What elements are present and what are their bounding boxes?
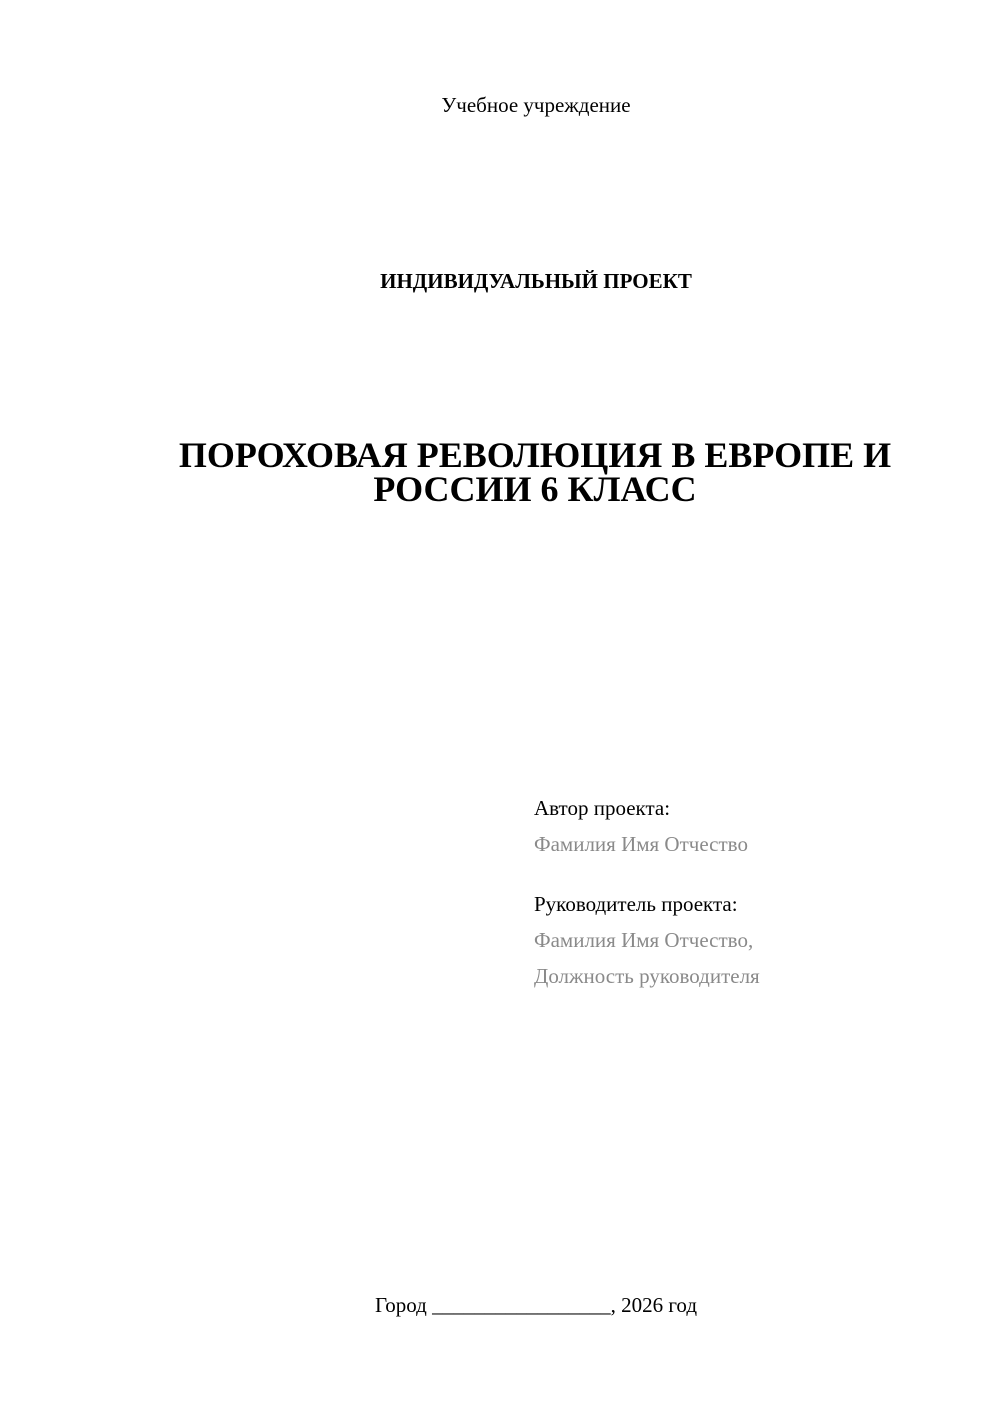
author-name: Фамилия Имя Отчество	[534, 832, 748, 856]
document-type: ИНДИВИДУАЛЬНЫЙ ПРОЕКТ	[380, 269, 692, 293]
supervisor-position: Должность руководителя	[534, 964, 760, 988]
spacer	[534, 862, 974, 886]
city-year-footer: Город _________________, 2026 год	[374, 1293, 698, 1317]
supervisor-label: Руководитель проекта:	[534, 892, 738, 916]
supervisor-name: Фамилия Имя Отчество,	[534, 928, 754, 952]
project-title	[120, 435, 950, 509]
institution-name: Учебное учреждение	[441, 93, 631, 117]
project-title-line-1: ПОРОХОВАЯ РЕВОЛЮЦИЯ В ЕВРОПЕ И	[178, 435, 892, 475]
author-info-block	[534, 790, 974, 994]
author-label: Автор проекта:	[534, 796, 671, 820]
project-title-line-2: РОССИИ 6 КЛАСС	[373, 469, 697, 509]
